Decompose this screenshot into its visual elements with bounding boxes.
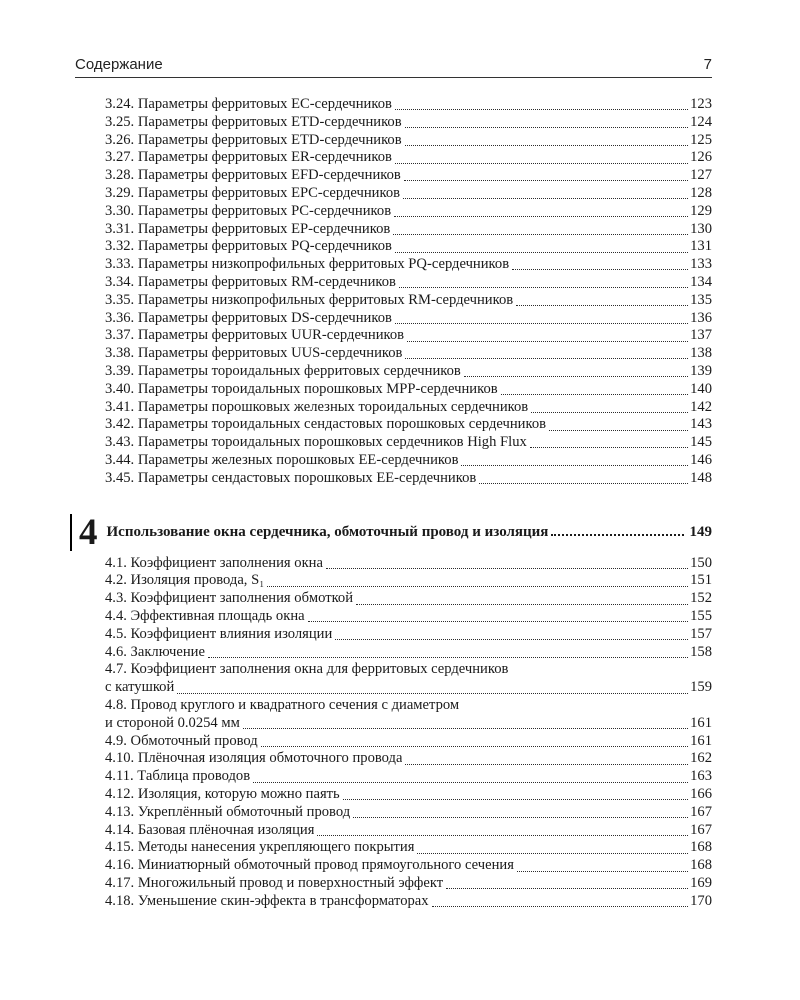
chapter-number: 4 [70, 514, 98, 551]
toc-entry [105, 857, 712, 875]
dot-leader [432, 893, 689, 907]
dot-leader [395, 310, 688, 324]
dot-leader [403, 185, 688, 199]
dot-leader [335, 626, 688, 640]
toc-page-number: 170 [690, 892, 712, 909]
toc-entry-label: 4.14. Базовая плёночная изоляция [105, 821, 315, 838]
toc-entry [105, 608, 712, 626]
toc-page-number: 161 [690, 714, 712, 731]
toc-entry-label: 3.43. Параметры тороидальных порошковых сердечников High Flux [105, 434, 527, 451]
toc-entry [105, 185, 712, 203]
toc-section3 [105, 96, 712, 488]
toc-page-number: 124 [690, 113, 712, 130]
toc-entry [105, 697, 712, 715]
toc-entry-label: 4.18. Уменьшение скин-эффекта в трансформаторах [105, 892, 429, 909]
toc-entry-label: 3.28. Параметры ферритовых EFD-сердечников [105, 167, 401, 184]
toc-entry-label: 3.35. Параметры низкопрофильных ферритовых RM-сердечников [105, 291, 514, 308]
toc-page-number: 126 [690, 149, 712, 166]
toc-page-number: 133 [690, 256, 712, 273]
toc-page-number: 135 [690, 291, 712, 308]
toc-page-number: 140 [690, 380, 712, 397]
toc-page-number: 123 [690, 96, 712, 112]
toc-section4 [105, 555, 712, 911]
toc-entry [105, 715, 712, 733]
toc-entry [105, 644, 712, 662]
toc-page-number: 143 [690, 416, 712, 433]
toc-entry-label: 3.39. Параметры тороидальных ферритовых сердечников [105, 362, 461, 379]
dot-leader [551, 534, 683, 536]
toc-entry [105, 292, 712, 310]
toc-entry [105, 768, 712, 786]
dot-leader [399, 274, 688, 288]
dot-leader [446, 875, 688, 889]
toc-page-number: 157 [690, 625, 712, 642]
toc-page-number: 161 [690, 732, 712, 749]
toc-entry-label: 4.16. Миниатюрный обмоточный провод прямоугольного сечения [105, 857, 514, 874]
dot-leader [479, 470, 688, 484]
toc-page-number: 127 [690, 167, 712, 184]
toc-entry [105, 149, 712, 167]
toc-entry [105, 572, 712, 590]
toc-page-number: 150 [690, 554, 712, 571]
running-title: Содержание [75, 56, 163, 73]
toc-page-number: 136 [690, 309, 712, 326]
toc-page-number: 142 [690, 398, 712, 415]
dot-leader [407, 327, 688, 341]
dot-leader [405, 114, 689, 128]
dot-leader [530, 434, 688, 448]
toc-page-number: 125 [690, 131, 712, 148]
dot-leader [208, 644, 688, 658]
toc-entry-label: 4.1. Коэффициент заполнения окна [105, 554, 323, 571]
toc-entry-label: 3.45. Параметры сендастовых порошковых EE-сердечников [105, 469, 477, 486]
toc-entry [105, 203, 712, 221]
toc-entry [105, 114, 712, 132]
toc-page-number: 146 [690, 451, 712, 468]
toc-entry-label: 3.32. Параметры ферритовых PQ-сердечников [105, 238, 392, 255]
dot-leader [461, 452, 688, 466]
toc-page-number: 137 [690, 327, 712, 344]
toc-entry [105, 416, 712, 434]
dot-leader [395, 96, 688, 110]
toc-page-number: 130 [690, 220, 712, 237]
dot-leader [512, 256, 688, 270]
toc-entry [105, 750, 712, 768]
toc-entry [105, 96, 712, 114]
toc-entry-label: 4.10. Плёночная изоляция обмоточного провода [105, 750, 403, 767]
toc-entry-label: 3.31. Параметры ферритовых EP-сердечников [105, 220, 391, 237]
toc-entry-label: 4.15. Методы нанесения укрепляющего покрытия [105, 839, 415, 856]
dot-leader [353, 804, 688, 818]
page-number: 7 [703, 56, 712, 73]
toc-entry [105, 626, 712, 644]
toc-entry [105, 310, 712, 328]
toc-page-number: 152 [690, 590, 712, 607]
toc-entry [105, 452, 712, 470]
toc-page-number: 167 [690, 821, 712, 838]
toc-entry [105, 167, 712, 185]
dot-leader [261, 733, 688, 747]
dot-leader [394, 203, 688, 217]
toc-entry-label: 3.25. Параметры ферритовых ETD-сердечников [105, 113, 402, 130]
toc-page-number: 169 [690, 875, 712, 892]
toc-entry-label: 3.38. Параметры ферритовых UUS-сердечников [105, 345, 403, 362]
toc-page-number: 162 [690, 750, 712, 767]
toc-entry [105, 470, 712, 488]
dot-leader [549, 416, 688, 430]
dot-leader [395, 149, 688, 163]
toc-entry-label: 4.7. Коэффициент заполнения окна для ферритовых сердечников [105, 661, 509, 678]
toc-entry [105, 804, 712, 822]
toc-entry [105, 256, 712, 274]
toc-entry [105, 733, 712, 751]
toc-page-number: 166 [690, 786, 712, 803]
chapter-4-heading [70, 511, 712, 553]
toc-entry-label: 3.24. Параметры ферритовых EC-сердечников [105, 96, 392, 112]
toc-entry-label: 3.37. Параметры ферритовых UUR-сердечников [105, 327, 405, 344]
toc-entry-label: с катушкой [105, 679, 175, 696]
chapter-title-row [107, 523, 713, 541]
toc-page-number: 155 [690, 608, 712, 625]
toc-entry [105, 381, 712, 399]
toc-entry [105, 679, 712, 697]
dot-leader [308, 608, 689, 622]
toc-page-number: 145 [690, 434, 712, 451]
toc-page-number: 158 [690, 643, 712, 660]
toc-entry-label: 3.33. Параметры низкопрофильных ферритовых PQ-сердечников [105, 256, 510, 273]
dot-leader [356, 590, 688, 604]
dot-leader [253, 768, 688, 782]
toc-entry [105, 274, 712, 292]
toc-entry [105, 839, 712, 857]
dot-leader [393, 221, 688, 235]
toc-entry [105, 132, 712, 150]
toc-entry-label: 4.17. Многожильный провод и поверхностный эффект [105, 875, 444, 892]
toc-entry-label: 3.26. Параметры ферритовых ETD-сердечников [105, 131, 402, 148]
toc-entry-label: 3.41. Параметры порошковых железных тороидальных сердечников [105, 398, 529, 415]
toc-entry-label: 3.30. Параметры ферритовых PC-сердечников [105, 202, 392, 219]
toc-page-number: 128 [690, 184, 712, 201]
dot-leader [404, 167, 688, 181]
dot-leader [531, 399, 688, 413]
toc-entry [105, 590, 712, 608]
toc-entry [105, 327, 712, 345]
toc-entry-label: 4.3. Коэффициент заполнения обмоткой [105, 590, 354, 607]
toc-entry [105, 363, 712, 381]
toc-page-number: 138 [690, 345, 712, 362]
toc-page-number: 129 [690, 202, 712, 219]
dot-leader [517, 857, 688, 871]
dot-leader [343, 786, 688, 800]
toc-entry-label: 3.42. Параметры тороидальных сендастовых порошковых сердечников [105, 416, 547, 433]
toc-page-number: 167 [690, 803, 712, 820]
toc-page-number: 159 [690, 679, 712, 696]
toc-page-number: 168 [690, 857, 712, 874]
toc-entry-label: 4.5. Коэффициент влияния изоляции [105, 625, 333, 642]
dot-leader [501, 381, 688, 395]
toc-entry-label: 3.40. Параметры тороидальных порошковых MPP-сердечников [105, 380, 498, 397]
page-header [75, 56, 712, 78]
toc-entry-label: 4.12. Изоляция, которую можно паять [105, 786, 340, 803]
toc-entry-label: 4.6. Заключение [105, 643, 205, 660]
toc-entry [105, 238, 712, 256]
toc-entry [105, 345, 712, 363]
toc-entry-label: 3.44. Параметры железных порошковых EE-сердечников [105, 451, 459, 468]
toc-entry-label: 4.2. Изоляция провода, S₁ [105, 572, 265, 589]
toc-page-number: 168 [690, 839, 712, 856]
toc-entry-label: 3.29. Параметры ферритовых EPC-сердечников [105, 184, 401, 201]
toc-entry-label: 4.13. Укреплённый обмоточный провод [105, 803, 351, 820]
toc-entry [105, 875, 712, 893]
toc-entry [105, 822, 712, 840]
toc-entry [105, 399, 712, 417]
toc-entry [105, 893, 712, 911]
toc-entry-label: 4.9. Обмоточный провод [105, 732, 258, 749]
toc-page-number: 163 [690, 768, 712, 785]
toc-page-number: 139 [690, 362, 712, 379]
toc-entry-label: и стороной 0.0254 мм [105, 714, 240, 731]
toc-page-number: 148 [690, 469, 712, 486]
chapter-title: Использование окна сердечника, обмоточный провод и изоляция [106, 524, 549, 541]
dot-leader [243, 715, 688, 729]
toc-entry-label: 4.8. Провод круглого и квадратного сечения с диаметром [105, 697, 460, 714]
dot-leader [417, 839, 688, 853]
dot-leader [326, 555, 688, 569]
toc-entry-label: 3.27. Параметры ферритовых ER-сердечников [105, 149, 392, 166]
toc-entry-label: 3.34. Параметры ферритовых RM-сердечников [105, 273, 396, 290]
toc-entry [105, 221, 712, 239]
toc-page-number: 131 [690, 238, 712, 255]
dot-leader [516, 292, 688, 306]
chapter-page-number: 149 [689, 524, 712, 541]
toc-entry [105, 434, 712, 452]
toc-entry [105, 786, 712, 804]
toc-entry-label: 4.4. Эффективная площадь окна [105, 608, 305, 625]
toc-page-number: 134 [690, 273, 712, 290]
toc-entry [105, 555, 712, 573]
dot-leader [405, 132, 689, 146]
toc-entry-label: 3.36. Параметры ферритовых DS-сердечников [105, 309, 392, 326]
toc-entry [105, 661, 712, 679]
dot-leader [267, 572, 688, 586]
dot-leader [395, 238, 688, 252]
toc-entry-label: 4.11. Таблица проводов [105, 768, 251, 785]
dot-leader [177, 679, 688, 693]
toc-page-number: 151 [690, 572, 712, 589]
dot-leader [405, 345, 688, 359]
dot-leader [405, 750, 688, 764]
dot-leader [464, 363, 688, 377]
dot-leader [317, 822, 688, 836]
